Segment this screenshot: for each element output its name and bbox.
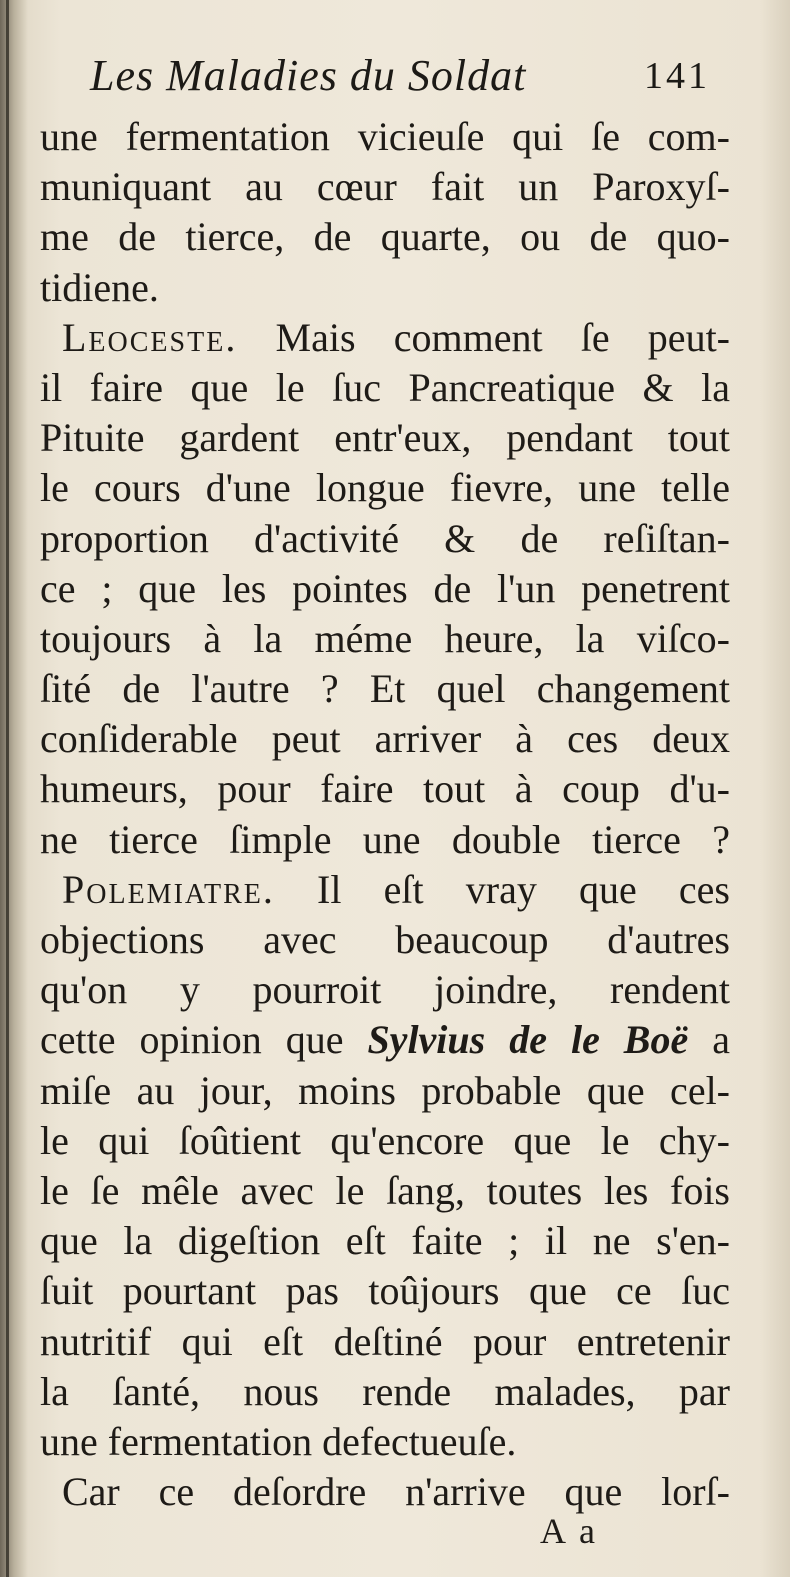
text-line: une fermentation defectueuſe. xyxy=(40,1418,517,1464)
text-line: conſiderable peut arriver à ces deux xyxy=(40,716,730,762)
text-line: Car ce deſordre n'arrive que lorſ- xyxy=(62,1469,730,1515)
text-line: le ſe mêle avec le ſang, toutes les fois xyxy=(40,1167,730,1213)
text-line: une fermentation vicieuſe qui ſe com- xyxy=(40,114,730,159)
text-line: humeurs, pour faire tout à coup d'u- xyxy=(40,766,730,812)
text-line: la ſanté, nous rende malades, par xyxy=(40,1368,730,1414)
text-line: toujours à la méme heure, la viſco- xyxy=(40,615,730,661)
running-title: Les Maladies du Soldat xyxy=(90,51,527,100)
speaker-name: Polemiatre. xyxy=(62,866,275,912)
speaker-name: Leoceste. xyxy=(62,314,238,360)
author-name: Sylvius de le Boë xyxy=(367,1017,689,1063)
text-run: a xyxy=(688,1017,730,1063)
text-line: le cours d'une longue fievre, une telle xyxy=(40,465,730,511)
text-line: miſe au jour, moins probable que cel- xyxy=(40,1067,730,1113)
text-line: proportion d'activité & de reſiſtan- xyxy=(40,515,730,561)
binding-gutter xyxy=(6,0,9,1577)
text-line: tidiene. xyxy=(40,264,159,310)
text-line: le qui ſoûtient qu'encore que le chy- xyxy=(40,1117,730,1163)
body-text xyxy=(40,112,730,1517)
text-line: me de tierce, de quarte, ou de quo- xyxy=(40,214,730,260)
text-line: objections avec beaucoup d'autres xyxy=(40,917,730,962)
text-line: il faire que le ſuc Pancreatique & la xyxy=(40,364,730,410)
text-line: muniquant au cœur fait un Paroxyſ- xyxy=(40,164,730,210)
speaker-text: Il eſt vray que ces xyxy=(274,866,730,912)
text-line: ſité de l'autre ? Et quel changement xyxy=(40,666,730,712)
text-run: cette opinion que xyxy=(40,1017,368,1063)
text-line: ſuit pourtant pas toûjours que ce ſuc xyxy=(40,1268,730,1314)
page-number: 141 xyxy=(644,55,710,97)
text-line: qu'on y pourroit joindre, rendent xyxy=(40,967,730,1013)
dialogue-line xyxy=(40,313,730,363)
text-line: nutritif qui eſt deſtiné pour entretenir xyxy=(40,1318,730,1364)
text-line: ce ; que les pointes de l'un penetrent xyxy=(40,565,730,611)
text-line xyxy=(40,1015,730,1065)
text-line: que la digeſtion eſt faite ; il ne s'en- xyxy=(40,1218,730,1264)
running-head xyxy=(90,50,710,110)
signature-mark: A a xyxy=(540,1511,598,1551)
text-line: Pituite gardent entr'eux, pendant tout xyxy=(40,415,730,461)
speaker-text: Mais comment ſe peut- xyxy=(237,314,730,360)
dialogue-line xyxy=(40,865,730,915)
page-edge xyxy=(790,0,800,1577)
text-line: ne tierce ſimple une double tierce ? xyxy=(40,816,730,862)
